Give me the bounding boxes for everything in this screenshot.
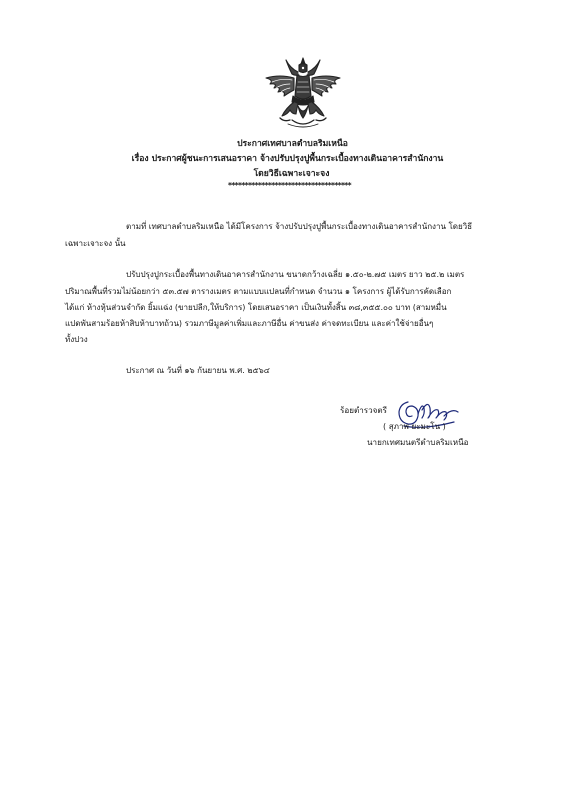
para1-line1: ตามที่ เทศบาลตำบลริมเหนือ ได้มีโครงการ จ้างปรับปรุงปูพื้นกระเบื้องทางเดินอาคารสำนักงาน โดยวิธี xyxy=(126,221,473,231)
announcement-subject: เรื่อง ประกาศผู้ชนะการเสนอราคา จ้างปรับปรุงปูพื้นกระเบื้องทางเดินอาคารสำนักงาน xyxy=(131,154,444,164)
para2-line1: ปรับปรุงปูกระเบื้องพื้นทางเดินอาคารสำนักงาน ขนาดกว้างเฉลี่ย ๑.๕๐-๒.๗๕ เมตร ยาว ๒๕.๒ เมตร xyxy=(126,269,465,279)
signer-name: ( สุภาพ ยะมะโน ) xyxy=(383,421,446,431)
announcement-method: โดยวิธีเฉพาะเจาะจง xyxy=(253,169,330,179)
garuda-emblem xyxy=(262,56,344,130)
para2-line4: แปดพันสามร้อยห้าสิบห้าบาทถ้วน) รวมภาษีมูลค่าเพิ่มและภาษีอื่น ค่าขนส่ง ค่าจดทะเบียน และค่าใช้จ่ายอื่นๆ xyxy=(65,318,434,328)
announcement-title: ประกาศเทศบาลตำบลริมเหนือ xyxy=(237,139,348,149)
header-divider: ************************************* xyxy=(228,181,351,190)
signer-position: นายกเทศมนตรีตำบลริมเหนือ xyxy=(367,437,469,447)
announce-date: ประกาศ ณ วันที่ ๑๖ กันยายน พ.ศ. ๒๕๖๔ xyxy=(126,365,270,375)
para1-line2: เฉพาะเจาะจง นั้น xyxy=(65,238,126,248)
signer-rank: ร้อยตำรวจตรี xyxy=(340,405,387,415)
para2-line5: ทั้งปวง xyxy=(65,334,88,344)
para2-line3: ได้แก่ ห้างหุ้นส่วนจำกัด ยิ้มแฉ่ง (ขายปลีก,ให้บริการ) โดยเสนอราคา เป็นเงินทั้งสิ้น ๓๘,๓๕๕.๐๐ บาท (สามหมื่น xyxy=(65,302,447,312)
para2-line2: ปริมาณพื้นที่รวมไม่น้อยกว่า ๕๓.๕๗ ตารางเมตร ตามแบบแปลนที่กำหนด จำนวน ๑ โครงการ ผู้ได้รับการคัดเลือก xyxy=(65,286,452,296)
